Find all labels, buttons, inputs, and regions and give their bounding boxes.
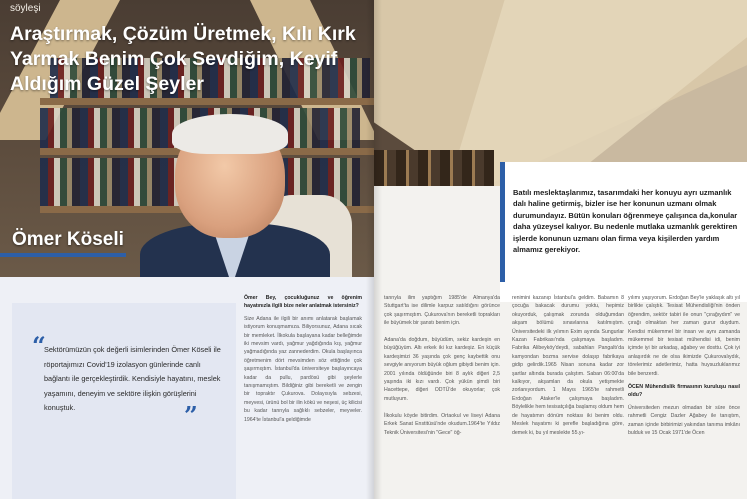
- article-column-3: renimini kazanıp İstanbul'a geldim. Babamın 8 çocuğa bakacak durumu yoktu, hepimiz okuyorduk, çalışmak zorunda olduğumdan akşam bölümü sınavlarına katılmıştım. Üniversitedeki ilk yılımın Exim ayında Sungurlar Kazan Fabrikası'nda çalışmaya başladım. Fabrika Alibeyköy'deydi, sabahları Pangaltı'da kamyondan bozma servise dolaşıp fabrikaya gidip gelirdik.1965 Nisan sonuna kadar zor şartlar altında burada çalıştım. Saban 06:00'da kalkıyor, akşamları da okula yetişmekte zorlanıyordum. 1 Mayıs 1965'te rahmetli Erdoğan Ataker'le çalışmaya başladım. Böylelikle hem tesisatçılığa başlamış oldum hem de hayatımın dönüm noktası iki benim oldu. Meslek hayatımı ki şerefle başladığına göre, demek ki, bu yıl meslekte 55.yı-: [512, 295, 624, 436]
- bookshelf: [40, 98, 374, 105]
- person-figure: [150, 118, 320, 277]
- article-headline: [10, 22, 360, 97]
- page-gutter: [366, 0, 382, 499]
- intro-quote: Sektörümüzün çok değerli isimlerinden Ömer Köseli ile röportajımızı Covid'19 izolasyon günlerinde canlı bağlantı ile gerçekleştirdik. Kendisiyle hayatını, meslek yaşamını, deneyim ve sektöre ilişkin görüşlerini konuştuk.: [44, 345, 221, 413]
- article-column-2: tanrıyla ilim yaptığım 1985'de Almanya'da Stuttgart'ta ise dilimle karpuz satıldığını görünce çok şaşırmıştım. Çukurova'nın bereketli toprakları ile büyümek bir şanstı benim için. Adana'da doğdum, büyüdüm, sekiz kardeşin en büyüğüyüm. Altı erkek iki kız kardeşiz. En küçük kardeşimizi 36 yaşında çok genç kaybettik onu sevgiyle anıyorum büyük oğlum gibiydi benim için. 2001 yılında öldüğünde biri 8 aylık diğeri 2,5 yaşında iki kızı vardı. Çok yükün şimdi biri Hacettepe, diğeri ODTÜ'de okuyorlar; çok mutluyum. İlkokulu köyde bitirdim. Ortaokul ve liseyi Adana Erkek Sanat Enstitüsü'nde okudum.1964'te Yıldız Teknik Üniversitesi'nin "Gece" öğ-: [384, 295, 500, 436]
- column-text: Size Adana ile ilgili bir anımı anlatarak başlamak istiyorum konuşmamıza. Biliyorsunuz, Adana sıcak bir memleket. İlkokula başlayana kadar belleğimde iki mevsim vardı, yağmur yağdığında kış, yağmur yağmadığında yaz zannederdim. Okula başlayınca öğretmenim dört mevsimden söz ettiğinde çok şaşırmıştım. İstanbul'da üniversiteye başlayıncaya kadar da pullu, pardösü gibi şeylerle tanışmamıştım. Bildiğiniz gibi bereketli ve zengin bir topraktır Çukurova. Dolayısıyla sebzesi, meyvesi, ürünü bol bir ilin kökü ve neşesi, üç kilicisi bu kadar tanrıyla sağlıklı sebzeler, meyveler. 1964'te İstanbul'a geldiğimde: [244, 315, 362, 423]
- interviewee-name: Ömer Köseli: [12, 229, 124, 250]
- portrait-photo: [0, 0, 374, 277]
- article-column-4: [628, 294, 740, 499]
- pull-quote-bar: [500, 162, 505, 282]
- question-heading: ÖCEN Mühendislik firmasının kuruluşu nasıl oldu?: [628, 384, 740, 399]
- article-column-1: [244, 294, 362, 499]
- section-tag: söyleşi: [10, 3, 41, 14]
- column-text: Üniversiteden mezun olmadan bir süre önce rahmetli Cengiz Dazler Ağabey ile tanıştım, zaman içinde birbirimizi yakından tanıma imkânı bulduk ve 15 Ocak 1971'de Öcen: [628, 404, 740, 437]
- roof-photo-continuation: [374, 0, 747, 186]
- accent-rule: [0, 253, 126, 257]
- column-text: yılımı yaşıyorum. Erdoğan Bey'le yaklaşık altı yıl birlikte çalıştık. Tesisat Mühendisliği'nin önden öğrendim, sektör tabiri ile onun "çırağıydım" ve çırağı olmaktan her zaman gurur duydum. Kendisi mükemmel bir insan ve aynı zamanda mükemmel bir tesisat mühendisi idi, benim içimde iyi bir arkadaş, ağabey ve dosttu. Çok iyi anlaşırdık ne de olsa ikimizde Çukurovalıydık, törelerimiz adetlerimiz, hatta huysuzluklarımız bile benzerdi.: [628, 295, 740, 377]
- open-quote-icon: “: [32, 331, 46, 360]
- headline-line: Yarmak Benim Çok Sevdiğim, Keyif: [10, 48, 338, 70]
- headline-line: Aldığım Güzel Şeyler: [10, 73, 204, 95]
- question-heading: Ömer Bey, çocukluğunuz ve öğrenim hayatınızla ilgili bize neler anlatmak istersiniz?: [244, 295, 362, 310]
- headline-line: Araştırmak, Çözüm Üretmek, Kılı Kırk: [10, 23, 356, 45]
- close-quote-icon: ”: [184, 401, 198, 430]
- pull-quote: Batılı meslektaşlarımız, tasarımdaki her konuyu ayrı uzmanlık dalı haline getirmiş, bizler ise her konunun uzmanı olmak durumundayız. Bütün konuları öğrenmeye çalışınca da,konular daha yüzeysel kalıyor. Bu nedenle mutlaka uzmanlık gerektiren işlerde konunun uzmanı olan firma veya kişilerden yardım almamız gerekiyor.: [513, 188, 738, 255]
